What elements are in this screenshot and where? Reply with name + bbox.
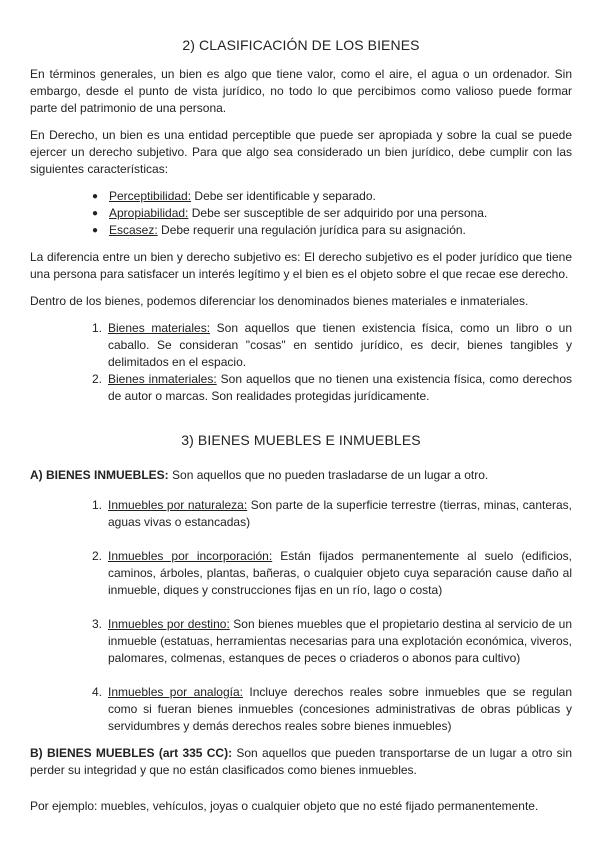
list-item	[92, 684, 572, 735]
item-term: Inmuebles por analogía:	[108, 685, 243, 699]
difference-paragraph: La diferencia entre un bien y derecho subjetivo es: El derecho subjetivo es el poder jurídico que tiene una persona para satisfacer un interés legítimo y el bien es el objeto sobre el que recae ese derecho.	[30, 250, 572, 281]
muebles-label: B) BIENES MUEBLES (art 335 CC):	[30, 746, 233, 760]
list-item	[92, 188, 572, 205]
bullet-icon: ●	[92, 225, 99, 236]
inmuebles-text: Son aquellos que no pueden trasladarse de un lugar a otro.	[168, 468, 489, 482]
item-number: 2.	[92, 372, 103, 386]
definition-paragraph: En Derecho, un bien es una entidad perceptible que puede ser apropiada y sobre la cual se puede ejercer un derecho subjetivo. Para que algo sea considerado un bien jurídico, debe cumplir con las siguientes características:	[30, 128, 572, 176]
list-item	[92, 548, 572, 599]
list-item	[92, 222, 572, 239]
muebles-definition	[30, 745, 572, 779]
goods-types-list	[30, 320, 572, 405]
bullet-icon: ●	[92, 208, 99, 219]
inmuebles-definition	[30, 467, 572, 484]
list-item	[92, 320, 572, 371]
characteristic-text: Debe ser susceptible de ser adquirido por una persona.	[188, 206, 488, 220]
item-text: Son aquellos que no tienen una existencia física, como derechos de autor o marcas. Son realidades protegidas jurídicamente.	[108, 372, 572, 403]
inmuebles-label: A) BIENES INMUEBLES:	[30, 468, 169, 482]
muebles-text: Son aquellos que pueden transportarse de un lugar a otro sin perder su integridad y que no están clasificados como bienes inmuebles.	[30, 746, 572, 777]
item-text: Son parte de la superficie terrestre (tierras, minas, canteras, aguas vivas o estancadas)	[108, 498, 573, 529]
intro-paragraph: En términos generales, un bien es algo que tiene valor, como el aire, el agua o un ordenador. Sin embargo, desde el punto de vista jurídico, no todo lo que percibimos como valioso puede formar parte del patrimonio de una persona.	[30, 67, 572, 115]
characteristic-term: Escasez:	[109, 223, 158, 237]
item-term: Bienes inmateriales:	[108, 372, 217, 386]
item-number: 4.	[92, 685, 103, 699]
list-item	[92, 371, 572, 405]
list-item	[92, 205, 572, 222]
section-2-heading: 2) CLASIFICACIÓN DE LOS BIENES	[182, 37, 420, 53]
item-term: Bienes materiales:	[108, 321, 211, 335]
example-paragraph: Por ejemplo: muebles, vehículos, joyas o cualquier objeto que no esté fijado permanentemente.	[30, 799, 539, 813]
list-item	[92, 497, 572, 531]
item-number: 3.	[92, 617, 103, 631]
bullet-icon: ●	[92, 191, 99, 202]
characteristics-list	[30, 188, 572, 239]
item-number: 1.	[92, 321, 103, 335]
list-item	[92, 616, 572, 667]
item-text: Incluye derechos reales sobre inmuebles que se regulan como si fueran bienes inmuebles (concesiones administrativas de obras públicas y servidumbres y demás derechos reales sobre bienes inmuebles)	[108, 685, 572, 733]
item-term: Inmuebles por naturaleza:	[108, 498, 248, 512]
item-term: Inmuebles por incorporación:	[108, 549, 273, 563]
item-text: Son aquellos que tienen existencia física, como un libro o un caballo. Se consideran "cosas" en sentido jurídico, es decir, bienes tangibles y delimitados en el espacio.	[108, 321, 572, 369]
item-number: 1.	[92, 498, 103, 512]
item-text: Son bienes muebles que el propietario destina al servicio de un inmueble (estatuas, herramientas necesarias para una explotación económica, viveros, palomares, colmenas, estanques de peces o criaderos o abonos para cultivo)	[108, 617, 573, 665]
goods-types-paragraph: Dentro de los bienes, podemos diferenciar los denominados bienes materiales e inmateriales.	[30, 294, 529, 308]
section-3-heading: 3) BIENES MUEBLES E INMUEBLES	[181, 432, 421, 448]
characteristic-text: Debe ser identificable y separado.	[191, 189, 376, 203]
characteristic-text: Debe requerir una regulación jurídica para su asignación.	[157, 223, 466, 237]
item-text: Están fijados permanentemente al suelo (edificios, caminos, árboles, plantas, bañeras, o cualquier objeto cuya separación cause daño al inmueble, diques y construcciones fijas en un río, lago o costa)	[108, 549, 572, 597]
characteristic-term: Apropiabilidad:	[109, 206, 189, 220]
inmuebles-list	[30, 497, 572, 735]
characteristic-term: Perceptibilidad:	[109, 189, 192, 203]
item-number: 2.	[92, 549, 103, 563]
item-term: Inmuebles por destino:	[108, 617, 230, 631]
